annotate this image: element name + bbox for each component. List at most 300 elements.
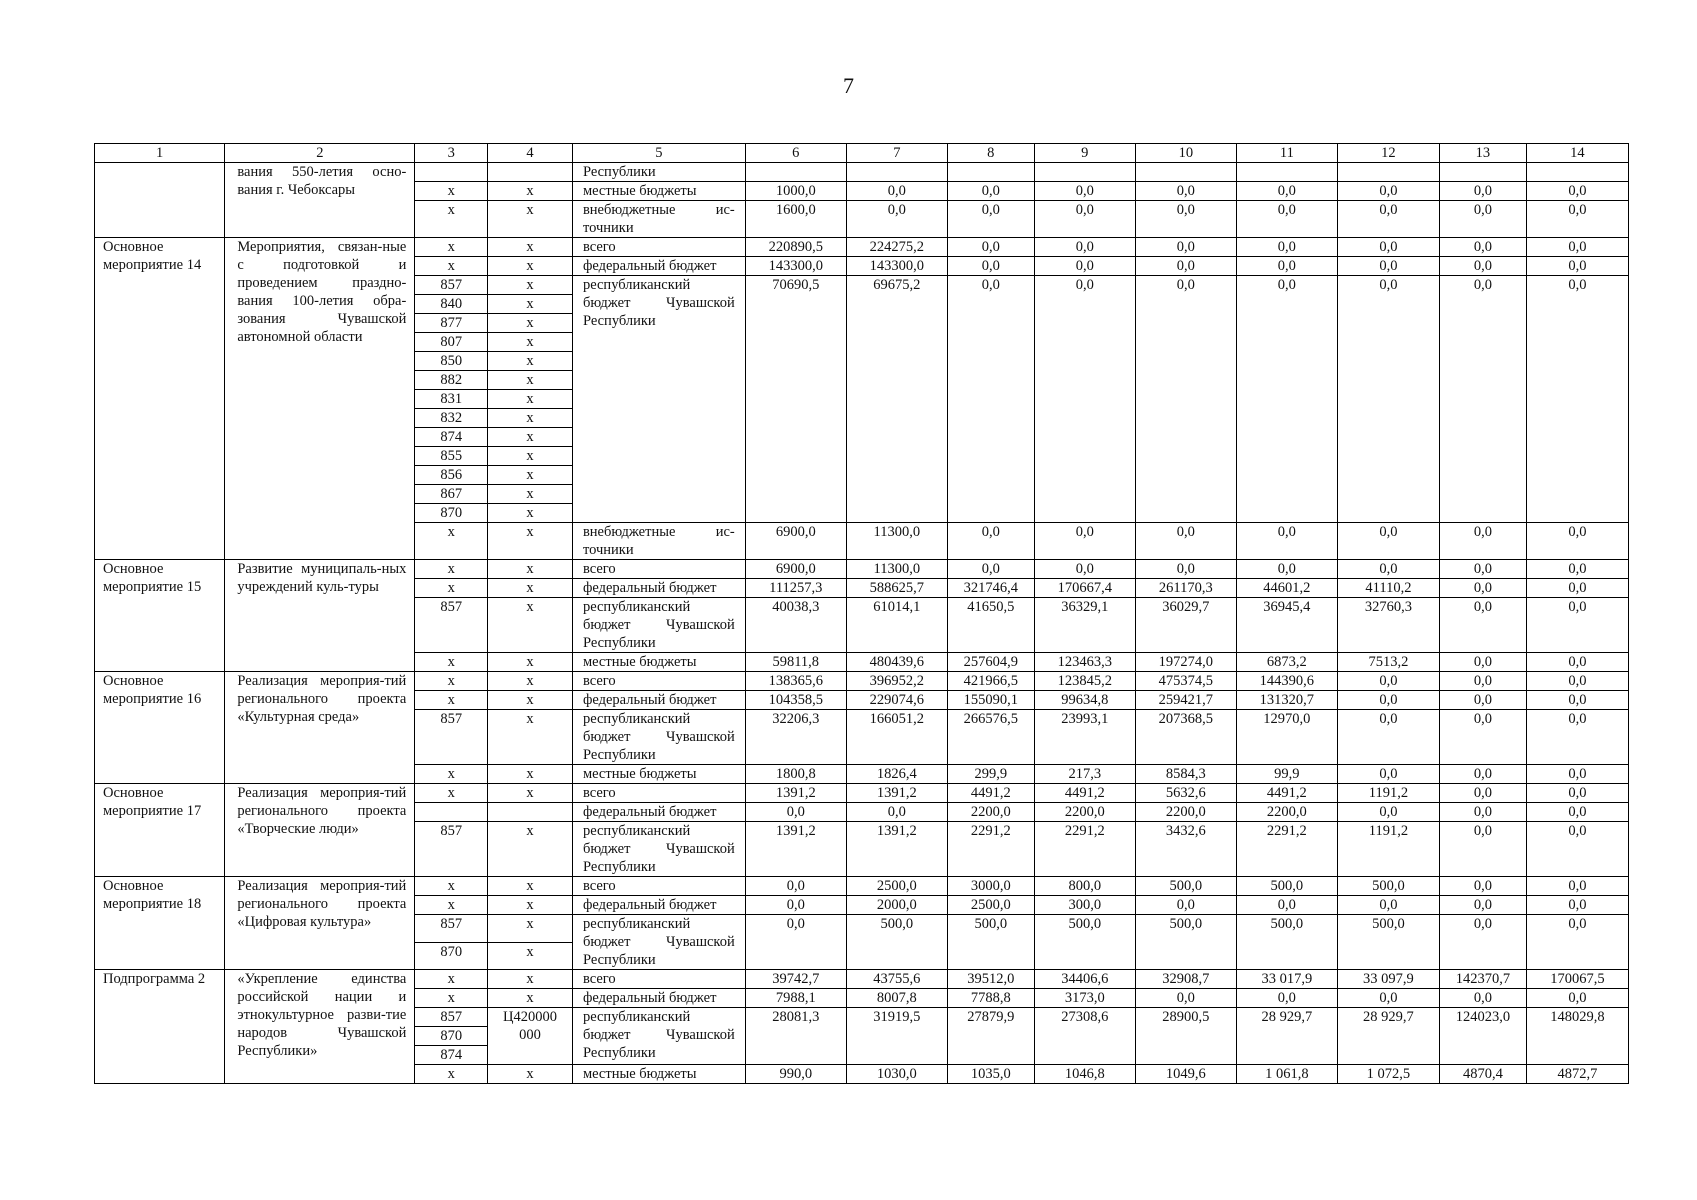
value-cell: 2000,0 [846,896,947,915]
admin-code: 882 [415,371,488,390]
value-cell: 11300,0 [846,523,947,560]
admin-code: 857 [415,598,488,653]
value-cell: 500,0 [1135,877,1236,896]
value-cell: 1191,2 [1337,784,1439,803]
value-cell: 421966,5 [947,672,1034,691]
value-cell: 0,0 [1337,257,1439,276]
target-code: х [488,579,573,598]
value-cell: 123463,3 [1034,653,1135,672]
admin-code: х [415,1065,488,1084]
target-code: х [488,915,573,943]
admin-code: х [415,238,488,257]
table-row [95,560,1629,579]
header-cell: 2 [225,144,415,163]
value-cell: 0,0 [1526,238,1628,257]
admin-code: 840 [415,295,488,314]
target-code: х [488,333,573,352]
value-cell: 27879,9 [947,1008,1034,1065]
value-cell: 0,0 [1236,201,1337,238]
value-cell: 1049,6 [1135,1065,1236,1084]
value-cell: 43755,6 [846,970,947,989]
value-cell: 36029,7 [1135,598,1236,653]
value-cell: 220890,5 [745,238,846,257]
value-cell [1034,163,1135,182]
target-code: х [488,352,573,371]
admin-code: 867 [415,485,488,504]
value-cell: 0,0 [1034,560,1135,579]
funding-source: республиканский бюджет Чувашской Республики [572,276,745,523]
value-cell: 0,0 [1439,238,1526,257]
value-cell: 0,0 [1236,560,1337,579]
value-cell: 4872,7 [1526,1065,1628,1084]
funding-source: всего [572,877,745,896]
value-cell: 143300,0 [745,257,846,276]
value-cell: 0,0 [1439,560,1526,579]
value-cell: 396952,2 [846,672,947,691]
program-label: Основное мероприятие 18 [95,877,225,970]
program-label: Основное мероприятие 17 [95,784,225,877]
value-cell: 0,0 [1439,201,1526,238]
value-cell: 990,0 [745,1065,846,1084]
admin-code: х [415,989,488,1008]
value-cell: 500,0 [1337,877,1439,896]
program-label [95,163,225,238]
value-cell: 0,0 [1439,896,1526,915]
value-cell: 299,9 [947,765,1034,784]
admin-code: 870 [415,942,488,970]
program-description: Реализация мероприя-тий регионального проекта «Культурная среда» [225,672,415,784]
program-label: Подпрограмма 2 [95,970,225,1084]
funding-source: республиканский бюджет Чувашской Республики [572,915,745,970]
value-cell: 4491,2 [1236,784,1337,803]
target-code: х [488,276,573,295]
target-code: х [488,523,573,560]
target-code: х [488,409,573,428]
table-row [95,163,1629,182]
admin-code: 807 [415,333,488,352]
value-cell: 0,0 [1135,201,1236,238]
value-cell: 2200,0 [1034,803,1135,822]
value-cell: 2200,0 [947,803,1034,822]
target-code [488,163,573,182]
value-cell: 0,0 [1337,201,1439,238]
target-code: Ц420000 000 [488,1008,573,1065]
value-cell: 2500,0 [947,896,1034,915]
value-cell: 12970,0 [1236,710,1337,765]
target-code: х [488,504,573,523]
value-cell: 0,0 [1439,653,1526,672]
funding-source: республиканский бюджет Чувашской Республики [572,1008,745,1065]
admin-code: 857 [415,710,488,765]
value-cell: 3173,0 [1034,989,1135,1008]
value-cell: 0,0 [1439,765,1526,784]
header-cell: 13 [1439,144,1526,163]
value-cell: 7513,2 [1337,653,1439,672]
funding-source: республиканский бюджет Чувашской Республики [572,710,745,765]
funding-source: местные бюджеты [572,182,745,201]
admin-code: х [415,257,488,276]
value-cell: 0,0 [1526,877,1628,896]
table-row [95,672,1629,691]
value-cell: 3000,0 [947,877,1034,896]
value-cell: 36945,4 [1236,598,1337,653]
funding-source: федеральный бюджет [572,896,745,915]
value-cell: 6900,0 [745,560,846,579]
value-cell: 0,0 [1439,523,1526,560]
value-cell: 0,0 [745,803,846,822]
value-cell: 0,0 [1526,803,1628,822]
admin-code: х [415,653,488,672]
value-cell: 8584,3 [1135,765,1236,784]
value-cell: 1046,8 [1034,1065,1135,1084]
value-cell: 0,0 [1439,877,1526,896]
admin-code: 857 [415,276,488,295]
value-cell: 1030,0 [846,1065,947,1084]
value-cell: 61014,1 [846,598,947,653]
value-cell: 0,0 [1337,276,1439,523]
target-code: х [488,466,573,485]
target-code: х [488,182,573,201]
admin-code: 870 [415,1027,488,1046]
value-cell: 259421,7 [1135,691,1236,710]
value-cell: 0,0 [846,201,947,238]
value-cell: 1191,2 [1337,822,1439,877]
value-cell: 123845,2 [1034,672,1135,691]
target-code: х [488,428,573,447]
value-cell: 0,0 [1526,691,1628,710]
target-code: х [488,257,573,276]
value-cell: 0,0 [1526,560,1628,579]
value-cell: 27308,6 [1034,1008,1135,1065]
target-code: х [488,201,573,238]
value-cell: 28 929,7 [1236,1008,1337,1065]
program-description: Реализация мероприя-тий регионального проекта «Цифровая культура» [225,877,415,970]
value-cell: 0,0 [947,276,1034,523]
value-cell: 0,0 [947,238,1034,257]
admin-code: 857 [415,915,488,943]
value-cell: 170067,5 [1526,970,1628,989]
value-cell: 0,0 [1439,182,1526,201]
target-code: х [488,765,573,784]
target-code: х [488,598,573,653]
value-cell: 1 061,8 [1236,1065,1337,1084]
value-cell: 500,0 [947,915,1034,970]
value-cell: 0,0 [1034,523,1135,560]
funding-source: всего [572,784,745,803]
value-cell: 32206,3 [745,710,846,765]
value-cell: 32908,7 [1135,970,1236,989]
admin-code [415,163,488,182]
value-cell: 1800,8 [745,765,846,784]
value-cell: 40038,3 [745,598,846,653]
target-code: х [488,447,573,466]
value-cell: 0,0 [1236,182,1337,201]
admin-code: 857 [415,822,488,877]
value-cell: 0,0 [1034,276,1135,523]
admin-code: х [415,182,488,201]
value-cell [846,163,947,182]
value-cell: 0,0 [1236,257,1337,276]
value-cell: 6873,2 [1236,653,1337,672]
value-cell: 41110,2 [1337,579,1439,598]
value-cell: 70690,5 [745,276,846,523]
program-label: Основное мероприятие 14 [95,238,225,560]
value-cell: 588625,7 [846,579,947,598]
value-cell: 1826,4 [846,765,947,784]
value-cell: 0,0 [1526,182,1628,201]
value-cell: 0,0 [1337,803,1439,822]
value-cell [1236,163,1337,182]
value-cell: 131320,7 [1236,691,1337,710]
value-cell: 0,0 [1439,989,1526,1008]
value-cell: 1000,0 [745,182,846,201]
funding-source: всего [572,238,745,257]
value-cell: 2291,2 [947,822,1034,877]
target-code: х [488,784,573,803]
value-cell: 0,0 [1337,989,1439,1008]
header-cell: 1 [95,144,225,163]
admin-code: 850 [415,352,488,371]
value-cell: 0,0 [1135,989,1236,1008]
value-cell: 1600,0 [745,201,846,238]
admin-code: х [415,579,488,598]
value-cell: 0,0 [1526,989,1628,1008]
value-cell: 0,0 [1034,182,1135,201]
table-row [95,238,1629,257]
header-cell: 5 [572,144,745,163]
value-cell: 0,0 [745,915,846,970]
funding-source: внебюджетные ис-точники [572,523,745,560]
admin-code: х [415,560,488,579]
value-cell: 321746,4 [947,579,1034,598]
value-cell: 0,0 [1236,989,1337,1008]
admin-code: х [415,201,488,238]
program-description: «Укрепление единства российской нации и этнокультурное разви-тие народов Чувашской Республики» [225,970,415,1084]
value-cell: 143300,0 [846,257,947,276]
value-cell: 32760,3 [1337,598,1439,653]
value-cell: 0,0 [1439,579,1526,598]
value-cell: 0,0 [1337,672,1439,691]
value-cell: 0,0 [1526,201,1628,238]
value-cell: 0,0 [1337,182,1439,201]
target-code: х [488,942,573,970]
funding-source: республиканский бюджет Чувашской Республики [572,822,745,877]
value-cell: 34406,6 [1034,970,1135,989]
value-cell: 155090,1 [947,691,1034,710]
value-cell: 0,0 [1526,276,1628,523]
value-cell: 229074,6 [846,691,947,710]
admin-code: 874 [415,428,488,447]
target-code: х [488,672,573,691]
value-cell: 111257,3 [745,579,846,598]
value-cell: 1391,2 [745,822,846,877]
admin-code: 857 [415,1008,488,1027]
program-label: Основное мероприятие 16 [95,672,225,784]
value-cell: 31919,5 [846,1008,947,1065]
value-cell: 0,0 [1526,579,1628,598]
value-cell [745,163,846,182]
value-cell [1526,163,1628,182]
funding-source: местные бюджеты [572,1065,745,1084]
value-cell: 0,0 [1034,201,1135,238]
value-cell: 33 097,9 [1337,970,1439,989]
funding-source: Республики [572,163,745,182]
header-cell: 11 [1236,144,1337,163]
value-cell: 0,0 [1337,765,1439,784]
target-code: х [488,822,573,877]
program-description: Мероприятия, связан-ные с подготовкой и проведением праздно-вания 100-летия обра-зования Чувашской автономной области [225,238,415,560]
value-cell: 475374,5 [1135,672,1236,691]
program-description: Развитие муниципаль-ных учреждений куль-туры [225,560,415,672]
header-cell: 14 [1526,144,1628,163]
value-cell: 7988,1 [745,989,846,1008]
table-row [95,970,1629,989]
value-cell: 0,0 [1526,784,1628,803]
value-cell: 0,0 [1034,238,1135,257]
value-cell: 0,0 [1135,238,1236,257]
value-cell: 261170,3 [1135,579,1236,598]
value-cell: 500,0 [1337,915,1439,970]
admin-code: 856 [415,466,488,485]
value-cell: 0,0 [1337,691,1439,710]
target-code: х [488,691,573,710]
value-cell: 166051,2 [846,710,947,765]
funding-source: всего [572,970,745,989]
value-cell: 0,0 [1526,896,1628,915]
header-cell: 3 [415,144,488,163]
funding-source: внебюджетные ис-точники [572,201,745,238]
value-cell: 11300,0 [846,560,947,579]
program-description: вания 550-летия осно-вания г. Чебоксары [225,163,415,238]
value-cell: 124023,0 [1439,1008,1526,1065]
value-cell: 0,0 [745,877,846,896]
value-cell: 0,0 [947,560,1034,579]
header-cell: 8 [947,144,1034,163]
header-cell: 6 [745,144,846,163]
value-cell: 170667,4 [1034,579,1135,598]
value-cell: 23993,1 [1034,710,1135,765]
value-cell: 0,0 [1236,523,1337,560]
funding-source: федеральный бюджет [572,691,745,710]
header-cell: 9 [1034,144,1135,163]
value-cell: 500,0 [1236,877,1337,896]
value-cell: 44601,2 [1236,579,1337,598]
value-cell: 138365,6 [745,672,846,691]
value-cell: 1 072,5 [1337,1065,1439,1084]
value-cell: 197274,0 [1135,653,1236,672]
value-cell: 2200,0 [1135,803,1236,822]
table-row [95,784,1629,803]
value-cell: 4491,2 [947,784,1034,803]
value-cell: 0,0 [1337,560,1439,579]
value-cell: 6900,0 [745,523,846,560]
value-cell: 39742,7 [745,970,846,989]
header-cell: 12 [1337,144,1439,163]
value-cell [1135,163,1236,182]
value-cell: 217,3 [1034,765,1135,784]
value-cell: 0,0 [745,896,846,915]
target-code: х [488,877,573,896]
value-cell: 4870,4 [1439,1065,1526,1084]
admin-code: х [415,672,488,691]
target-code: х [488,1065,573,1084]
value-cell: 28900,5 [1135,1008,1236,1065]
funding-source: местные бюджеты [572,653,745,672]
admin-code: 831 [415,390,488,409]
value-cell: 59811,8 [745,653,846,672]
admin-code: 877 [415,314,488,333]
value-cell: 1035,0 [947,1065,1034,1084]
target-code: х [488,653,573,672]
value-cell: 0,0 [1439,822,1526,877]
admin-code [415,803,488,822]
value-cell: 0,0 [1135,560,1236,579]
value-cell: 1391,2 [846,822,947,877]
value-cell: 257604,9 [947,653,1034,672]
value-cell: 0,0 [846,182,947,201]
funding-source: федеральный бюджет [572,579,745,598]
value-cell: 1391,2 [745,784,846,803]
funding-source: федеральный бюджет [572,257,745,276]
admin-code: х [415,523,488,560]
value-cell: 28 929,7 [1337,1008,1439,1065]
value-cell: 0,0 [1439,691,1526,710]
header-cell: 7 [846,144,947,163]
value-cell: 0,0 [1337,523,1439,560]
target-code: х [488,710,573,765]
value-cell: 0,0 [1135,896,1236,915]
target-code: х [488,989,573,1008]
value-cell: 0,0 [1526,598,1628,653]
value-cell [1439,163,1526,182]
value-cell: 0,0 [947,257,1034,276]
target-code: х [488,970,573,989]
value-cell: 0,0 [1135,276,1236,523]
funding-source: всего [572,560,745,579]
admin-code: х [415,970,488,989]
header-cell: 4 [488,144,573,163]
value-cell: 39512,0 [947,970,1034,989]
value-cell: 0,0 [1439,710,1526,765]
value-cell: 41650,5 [947,598,1034,653]
value-cell: 142370,7 [1439,970,1526,989]
value-cell: 480439,6 [846,653,947,672]
value-cell: 207368,5 [1135,710,1236,765]
value-cell: 0,0 [1236,238,1337,257]
admin-code: х [415,765,488,784]
value-cell: 0,0 [1337,238,1439,257]
value-cell: 5632,6 [1135,784,1236,803]
admin-code: 870 [415,504,488,523]
value-cell: 0,0 [1526,822,1628,877]
value-cell: 0,0 [947,201,1034,238]
program-description: Реализация мероприя-тий регионального проекта «Творческие люди» [225,784,415,877]
value-cell: 0,0 [1135,257,1236,276]
value-cell: 2291,2 [1034,822,1135,877]
value-cell: 0,0 [1135,523,1236,560]
value-cell: 33 017,9 [1236,970,1337,989]
value-cell: 4491,2 [1034,784,1135,803]
admin-code: х [415,896,488,915]
admin-code: 855 [415,447,488,466]
funding-source: федеральный бюджет [572,803,745,822]
funding-source: всего [572,672,745,691]
value-cell: 8007,8 [846,989,947,1008]
value-cell: 3432,6 [1135,822,1236,877]
value-cell: 0,0 [1337,896,1439,915]
funding-source: республиканский бюджет Чувашской Республики [572,598,745,653]
value-cell: 0,0 [1439,915,1526,970]
